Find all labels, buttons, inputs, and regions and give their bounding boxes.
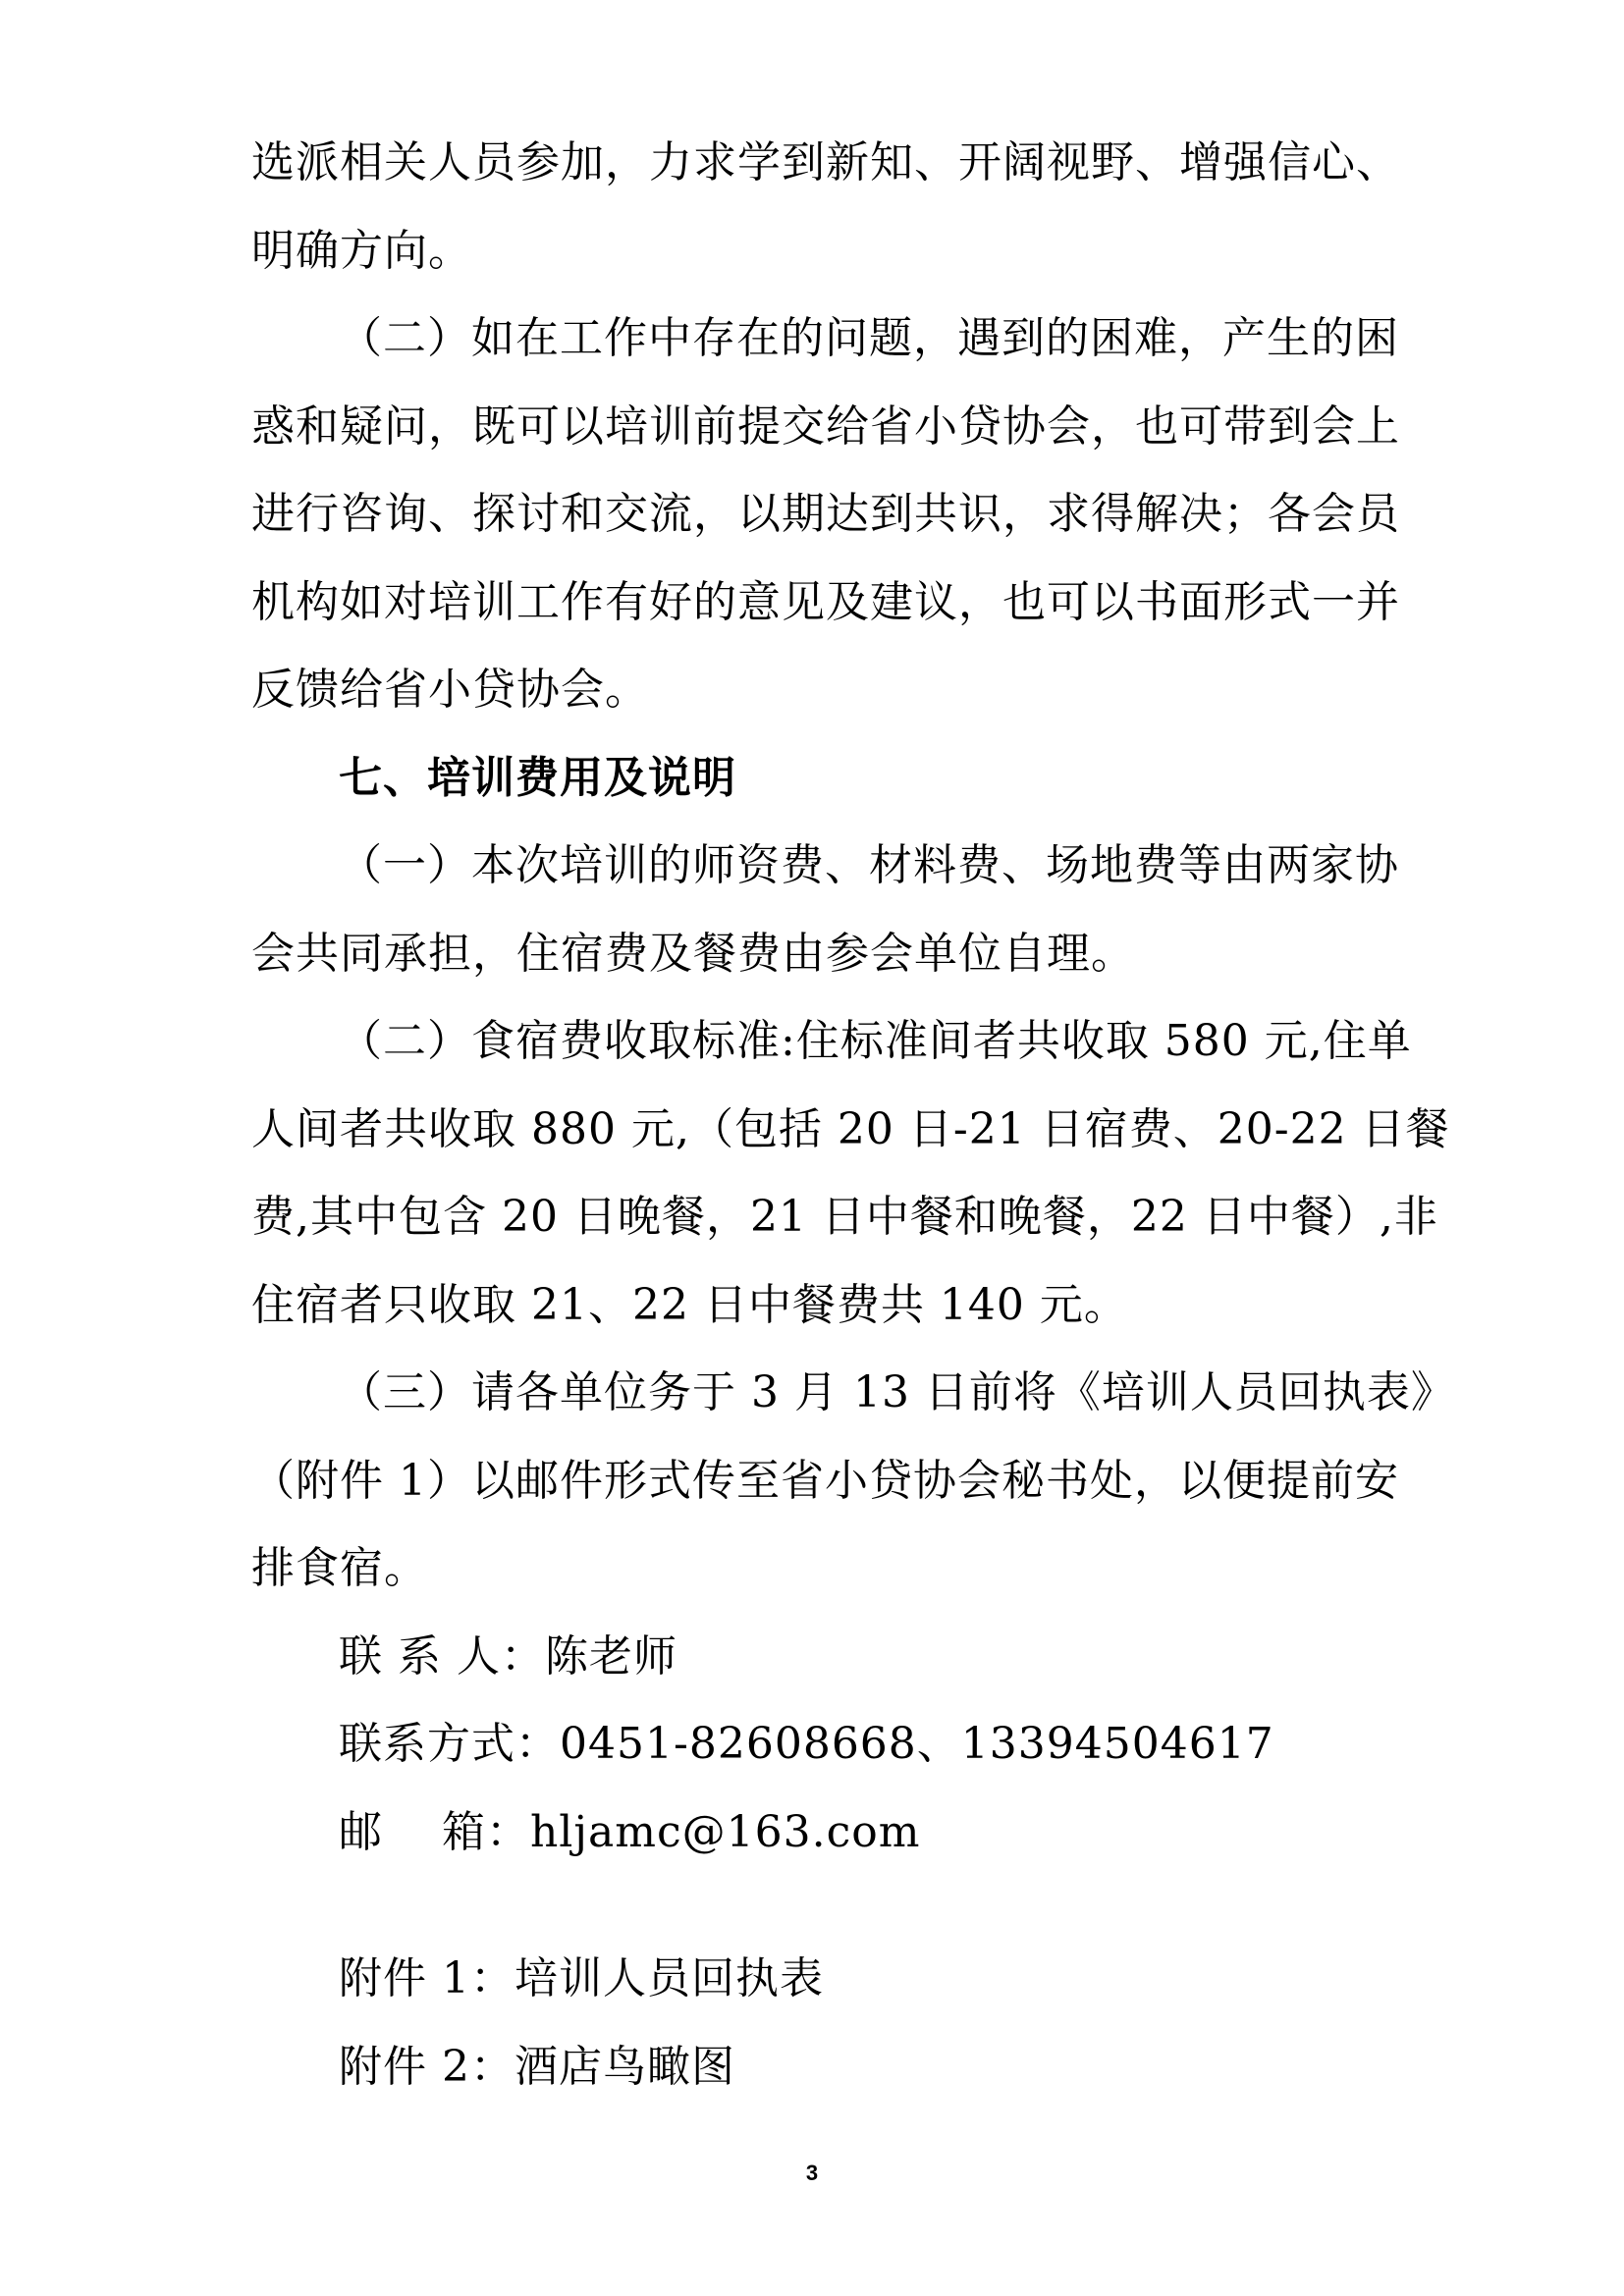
attachment-1: 附件 1：培训人员回执表 <box>339 1953 824 2003</box>
body-line: 明确方向。 <box>251 226 472 276</box>
body-line: 排食宿。 <box>251 1543 428 1593</box>
attachment-2: 附件 2：酒店鸟瞰图 <box>339 2042 735 2092</box>
body-line: 住宿者只收取 21、22 日中餐费共 140 元。 <box>251 1280 1128 1330</box>
paragraph-line: （二）食宿费收取标准:住标准间者共收取 580 元,住单 <box>339 1016 1412 1066</box>
section-heading: 七、培训费用及说明 <box>339 753 736 803</box>
body-line: 选派相关人员参加，力求学到新知、开阔视野、增强信心、 <box>251 137 1400 187</box>
body-line: 反馈给省小贷协会。 <box>251 665 649 715</box>
contact-person: 联 系 人：陈老师 <box>339 1631 677 1682</box>
body-line: 费,其中包含 20 日晚餐，21 日中餐和晚餐，22 日中餐）,非 <box>251 1192 1438 1242</box>
body-line: 人间者共收取 880 元,（包括 20 日-21 日宿费、20-22 日餐 <box>251 1104 1450 1154</box>
contact-email: 邮 箱：hljamc@163.com <box>339 1807 921 1857</box>
page-number: 3 <box>805 2161 819 2185</box>
contact-phone: 联系方式：0451-82608668、13394504617 <box>339 1719 1274 1769</box>
body-line: 会共同承担，住宿费及餐费由参会单位自理。 <box>251 929 1135 979</box>
paragraph-line: （二）如在工作中存在的问题，遇到的困难，产生的困 <box>339 313 1399 363</box>
body-line: 惑和疑问，既可以培训前提交给省小贷协会，也可带到会上 <box>251 401 1400 452</box>
body-line: 进行咨询、探讨和交流，以期达到共识，求得解决；各会员 <box>251 489 1400 539</box>
paragraph-line: （一）本次培训的师资费、材料费、场地费等由两家协 <box>339 840 1399 890</box>
body-line: 机构如对培训工作有好的意见及建议，也可以书面形式一并 <box>251 577 1400 627</box>
body-line: （附件 1）以邮件形式传至省小贷协会秘书处，以便提前安 <box>251 1456 1399 1506</box>
paragraph-line: （三）请各单位务于 3 月 13 日前将《培训人员回执表》 <box>339 1367 1455 1417</box>
